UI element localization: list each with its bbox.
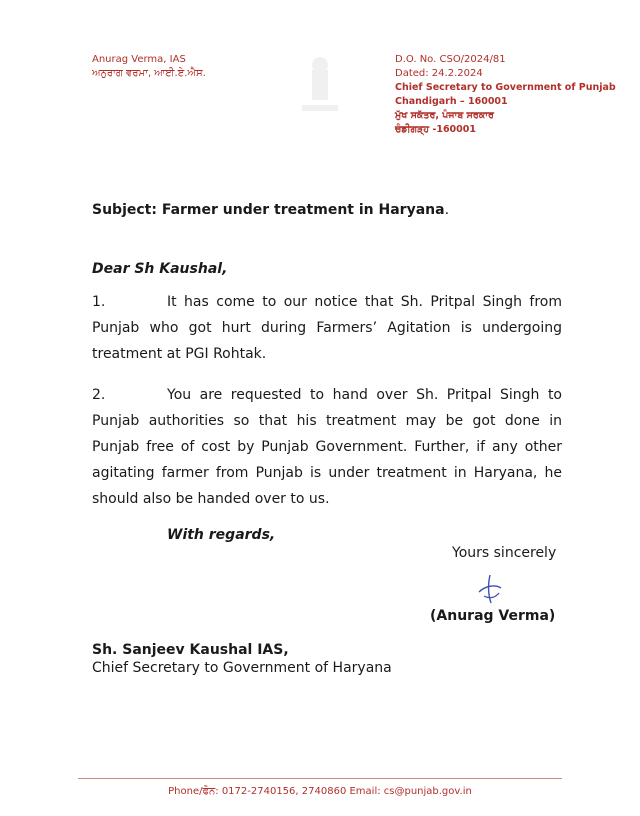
handwritten-signature xyxy=(475,572,505,606)
signer-name: (Anurag Verma) xyxy=(430,608,556,624)
salutation: Dear Sh Kaushal, xyxy=(92,261,228,277)
footer-divider xyxy=(78,778,562,779)
paragraph-number: 2. xyxy=(92,387,106,403)
paragraph-1 xyxy=(92,289,562,367)
subject-line xyxy=(92,202,449,218)
regards: With regards, xyxy=(167,527,276,543)
subject-period: . xyxy=(444,202,450,218)
paragraph-2 xyxy=(92,382,562,512)
addressee-title: Chief Secretary to Government of Haryana xyxy=(92,660,392,676)
office-title-punjabi: ਮੁੱਖ ਸਕੱਤਰ, ਪੰਜਾਬ ਸਰਕਾਰ xyxy=(395,110,494,121)
sender-name-punjabi: ਅਨੁਰਾਗ ਵਰਮਾ, ਆਈ.ਏ.ਐਸ. xyxy=(92,68,206,79)
state-emblem-watermark xyxy=(290,50,350,130)
closing: Yours sincerely xyxy=(452,545,557,561)
office-city: Chandigarh – 160001 xyxy=(395,96,508,107)
office-title: Chief Secretary to Government of Punjab xyxy=(395,82,616,93)
paragraph-text: It has come to our notice that Sh. Pritpal Singh from Punjab who got hurt during Farmers’ Agitation is undergoing treatment at PGI Rohtak. xyxy=(92,294,562,362)
office-city-punjabi: ਚੰਡੀਗੜ੍ਹ -160001 xyxy=(395,124,476,135)
date: Dated: 24.2.2024 xyxy=(395,68,483,79)
do-number: D.O. No. CSO/2024/81 xyxy=(395,54,506,65)
paragraph-text: You are requested to hand over Sh. Pritpal Singh to Punjab authorities so that his treatment may be got done in Punjab free of cost by Punjab Government. Further, if any other agitating farmer from Punjab is under treatment in Haryana, he should also be handed over to us. xyxy=(92,387,562,507)
reference-block xyxy=(395,53,616,137)
paragraph-number: 1. xyxy=(92,294,106,310)
sender-block xyxy=(92,53,206,81)
sender-name: Anurag Verma, IAS xyxy=(92,54,186,65)
addressee-name: Sh. Sanjeev Kaushal IAS, xyxy=(92,642,289,658)
subject-text: Subject: Farmer under treatment in Haryana xyxy=(92,202,445,218)
footer-contact: Phone/ਫੋਨ: 0172-2740156, 2740860 Email: cs@punjab.gov.in xyxy=(168,786,472,797)
